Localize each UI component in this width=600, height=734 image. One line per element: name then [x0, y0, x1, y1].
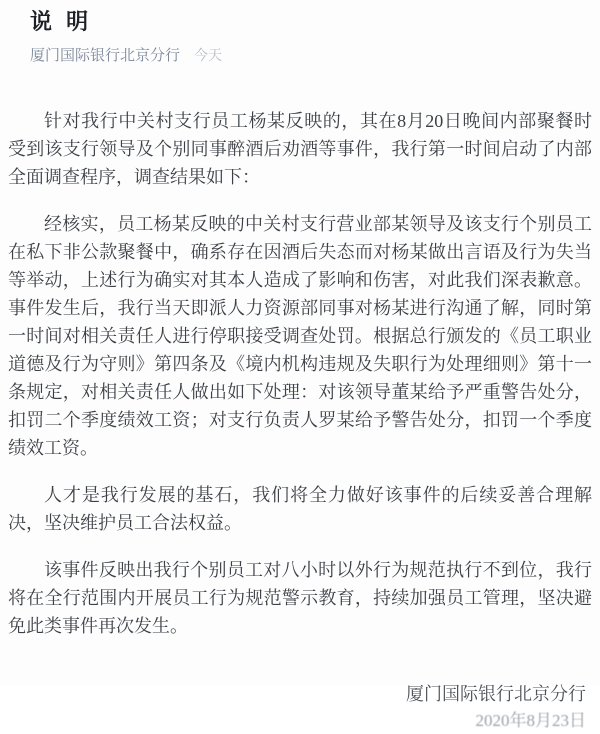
post-header: [0, 0, 600, 66]
page-title: 说 明: [30, 9, 93, 34]
post-timestamp: 今天: [194, 47, 223, 63]
signature: 厦门国际银行北京分行: [406, 684, 586, 704]
statement-paragraph-intro: 针对我行中关村支行员工杨某反映的，其在8月20日晚间内部聚餐时受到该支行领导及个别同事醉酒后劝酒等事件，我行第一时间启动了内部全面调查程序，调查结果如下：: [8, 111, 592, 187]
post-byline: [30, 45, 570, 66]
statement-paragraph-commitment: 人才是我行发展的基石，我们将全力做好该事件的后续妥善合理解决，坚决维护员工合法权益。: [8, 485, 592, 533]
statement-body: [8, 107, 592, 640]
statement-paragraph-measures: 该事件反映出我行个别员工对八小时以外行为规范执行不到位，我行将在全行范围内开展员工行为规范警示教育，持续加强员工管理，坚决避免此类事件再次发生。: [8, 560, 592, 636]
signature-date: 2020年8月23日: [475, 711, 586, 730]
statement-paragraph-findings: 经核实，员工杨某反映的中关村支行营业部某领导及该支行个别员工在私下非公款聚餐中，确系存在因酒后失态而对杨某做出言语及行为失当等举动，上述行为确实对其本人造成了影响和伤害，对此我们深表歉意。事件发生后，我行当天即派人力资源部同事对杨某进行沟通了解，同时第一时间对相关责任人进行停职接受调查处罚。根据总行颁发的《员工职业道德及行为守则》第四条及《境内机构违规及失职行为处理细则》第十一条规定，对相关责任人做出如下处理：对该领导董某给予严重警告处分，扣罚二个季度绩效工资；对支行负责人罗某给予警告处分，扣罚一个季度绩效工资。: [8, 214, 592, 458]
account-name-link[interactable]: 厦门国际银行北京分行: [30, 47, 181, 64]
statement-footer: [0, 680, 600, 734]
